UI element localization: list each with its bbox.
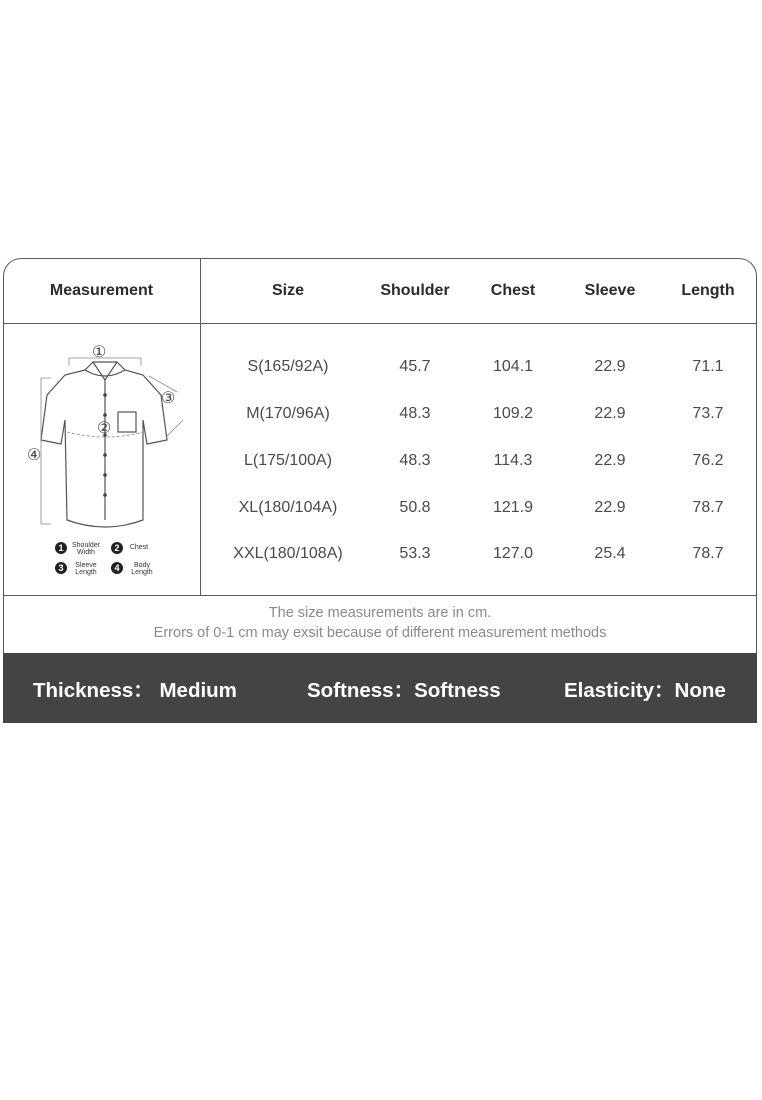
cell-length: 76.2	[692, 452, 724, 469]
legend-text: Body	[134, 562, 150, 569]
legend-text: Length	[75, 569, 97, 576]
cell-chest: 114.3	[493, 452, 533, 469]
shirt-diagram	[25, 340, 195, 540]
legend-text: Width	[77, 549, 95, 556]
header-size: Size	[271, 282, 304, 299]
cell-length: 78.7	[692, 545, 724, 562]
header-length: Length	[681, 282, 735, 299]
measurement-notes	[3, 595, 757, 643]
cell-sleeve: 25.4	[594, 545, 626, 562]
cell-size: XXL(180/108A)	[233, 545, 343, 562]
cell-shoulder: 50.8	[399, 499, 431, 516]
cell-size: L(175/100A)	[243, 452, 333, 469]
cell-sleeve: 22.9	[594, 452, 626, 469]
legend-text: Sleeve	[75, 562, 97, 569]
cell-shoulder: 48.3	[399, 405, 431, 422]
cell-length: 73.7	[692, 405, 724, 422]
note-line-1: The size measurements are in cm.	[268, 605, 492, 621]
size-chart-card	[3, 258, 757, 723]
cell-shoulder: 53.3	[399, 545, 431, 562]
fabric-properties-band	[3, 653, 757, 723]
cell-size: XL(180/104A)	[238, 499, 338, 516]
cell-chest: 104.1	[492, 358, 534, 375]
cell-shoulder: 45.7	[399, 358, 431, 375]
cell-size: S(165/92A)	[247, 358, 329, 375]
marker-4: ④	[27, 447, 42, 464]
header-chest: Chest	[490, 282, 536, 299]
marker-1: ①	[92, 344, 107, 361]
legend-dot-1: 1	[55, 542, 67, 554]
legend-label-3	[69, 562, 103, 576]
legend-text: Length	[131, 569, 153, 576]
header-sleeve: Sleeve	[584, 282, 636, 299]
legend-text: Shoulder	[71, 542, 101, 549]
cell-chest: 109.2	[492, 405, 534, 422]
column-divider	[200, 258, 201, 595]
legend-dot-2: 2	[111, 542, 123, 554]
cell-size: M(170/96A)	[246, 405, 330, 422]
cell-chest: 121.9	[492, 499, 534, 516]
cell-chest: 127.0	[492, 545, 534, 562]
legend-label-1	[69, 542, 103, 556]
header-measurement: Measurement	[49, 282, 154, 299]
cell-shoulder: 48.3	[399, 452, 431, 469]
header-shoulder: Shoulder	[380, 282, 450, 299]
elasticity-property: Elasticity：None	[564, 679, 726, 702]
note-line-2: Errors of 0-1 cm may exsit because of different measurement methods	[153, 625, 607, 641]
legend-label-4	[125, 562, 159, 576]
cell-length: 78.7	[692, 499, 724, 516]
legend-text: Chest	[129, 544, 149, 551]
cell-sleeve: 22.9	[594, 358, 626, 375]
cell-length: 71.1	[692, 358, 724, 375]
legend-dot-3: 3	[55, 562, 67, 574]
legend-label-2	[125, 544, 153, 551]
cell-sleeve: 22.9	[594, 499, 626, 516]
marker-2: ②	[97, 420, 112, 437]
marker-3: ③	[161, 390, 176, 407]
softness-property: Softness：Softness	[307, 679, 501, 702]
legend-dot-4: 4	[111, 562, 123, 574]
thickness-property: Thickness： Medium	[33, 679, 237, 702]
cell-sleeve: 22.9	[594, 405, 626, 422]
